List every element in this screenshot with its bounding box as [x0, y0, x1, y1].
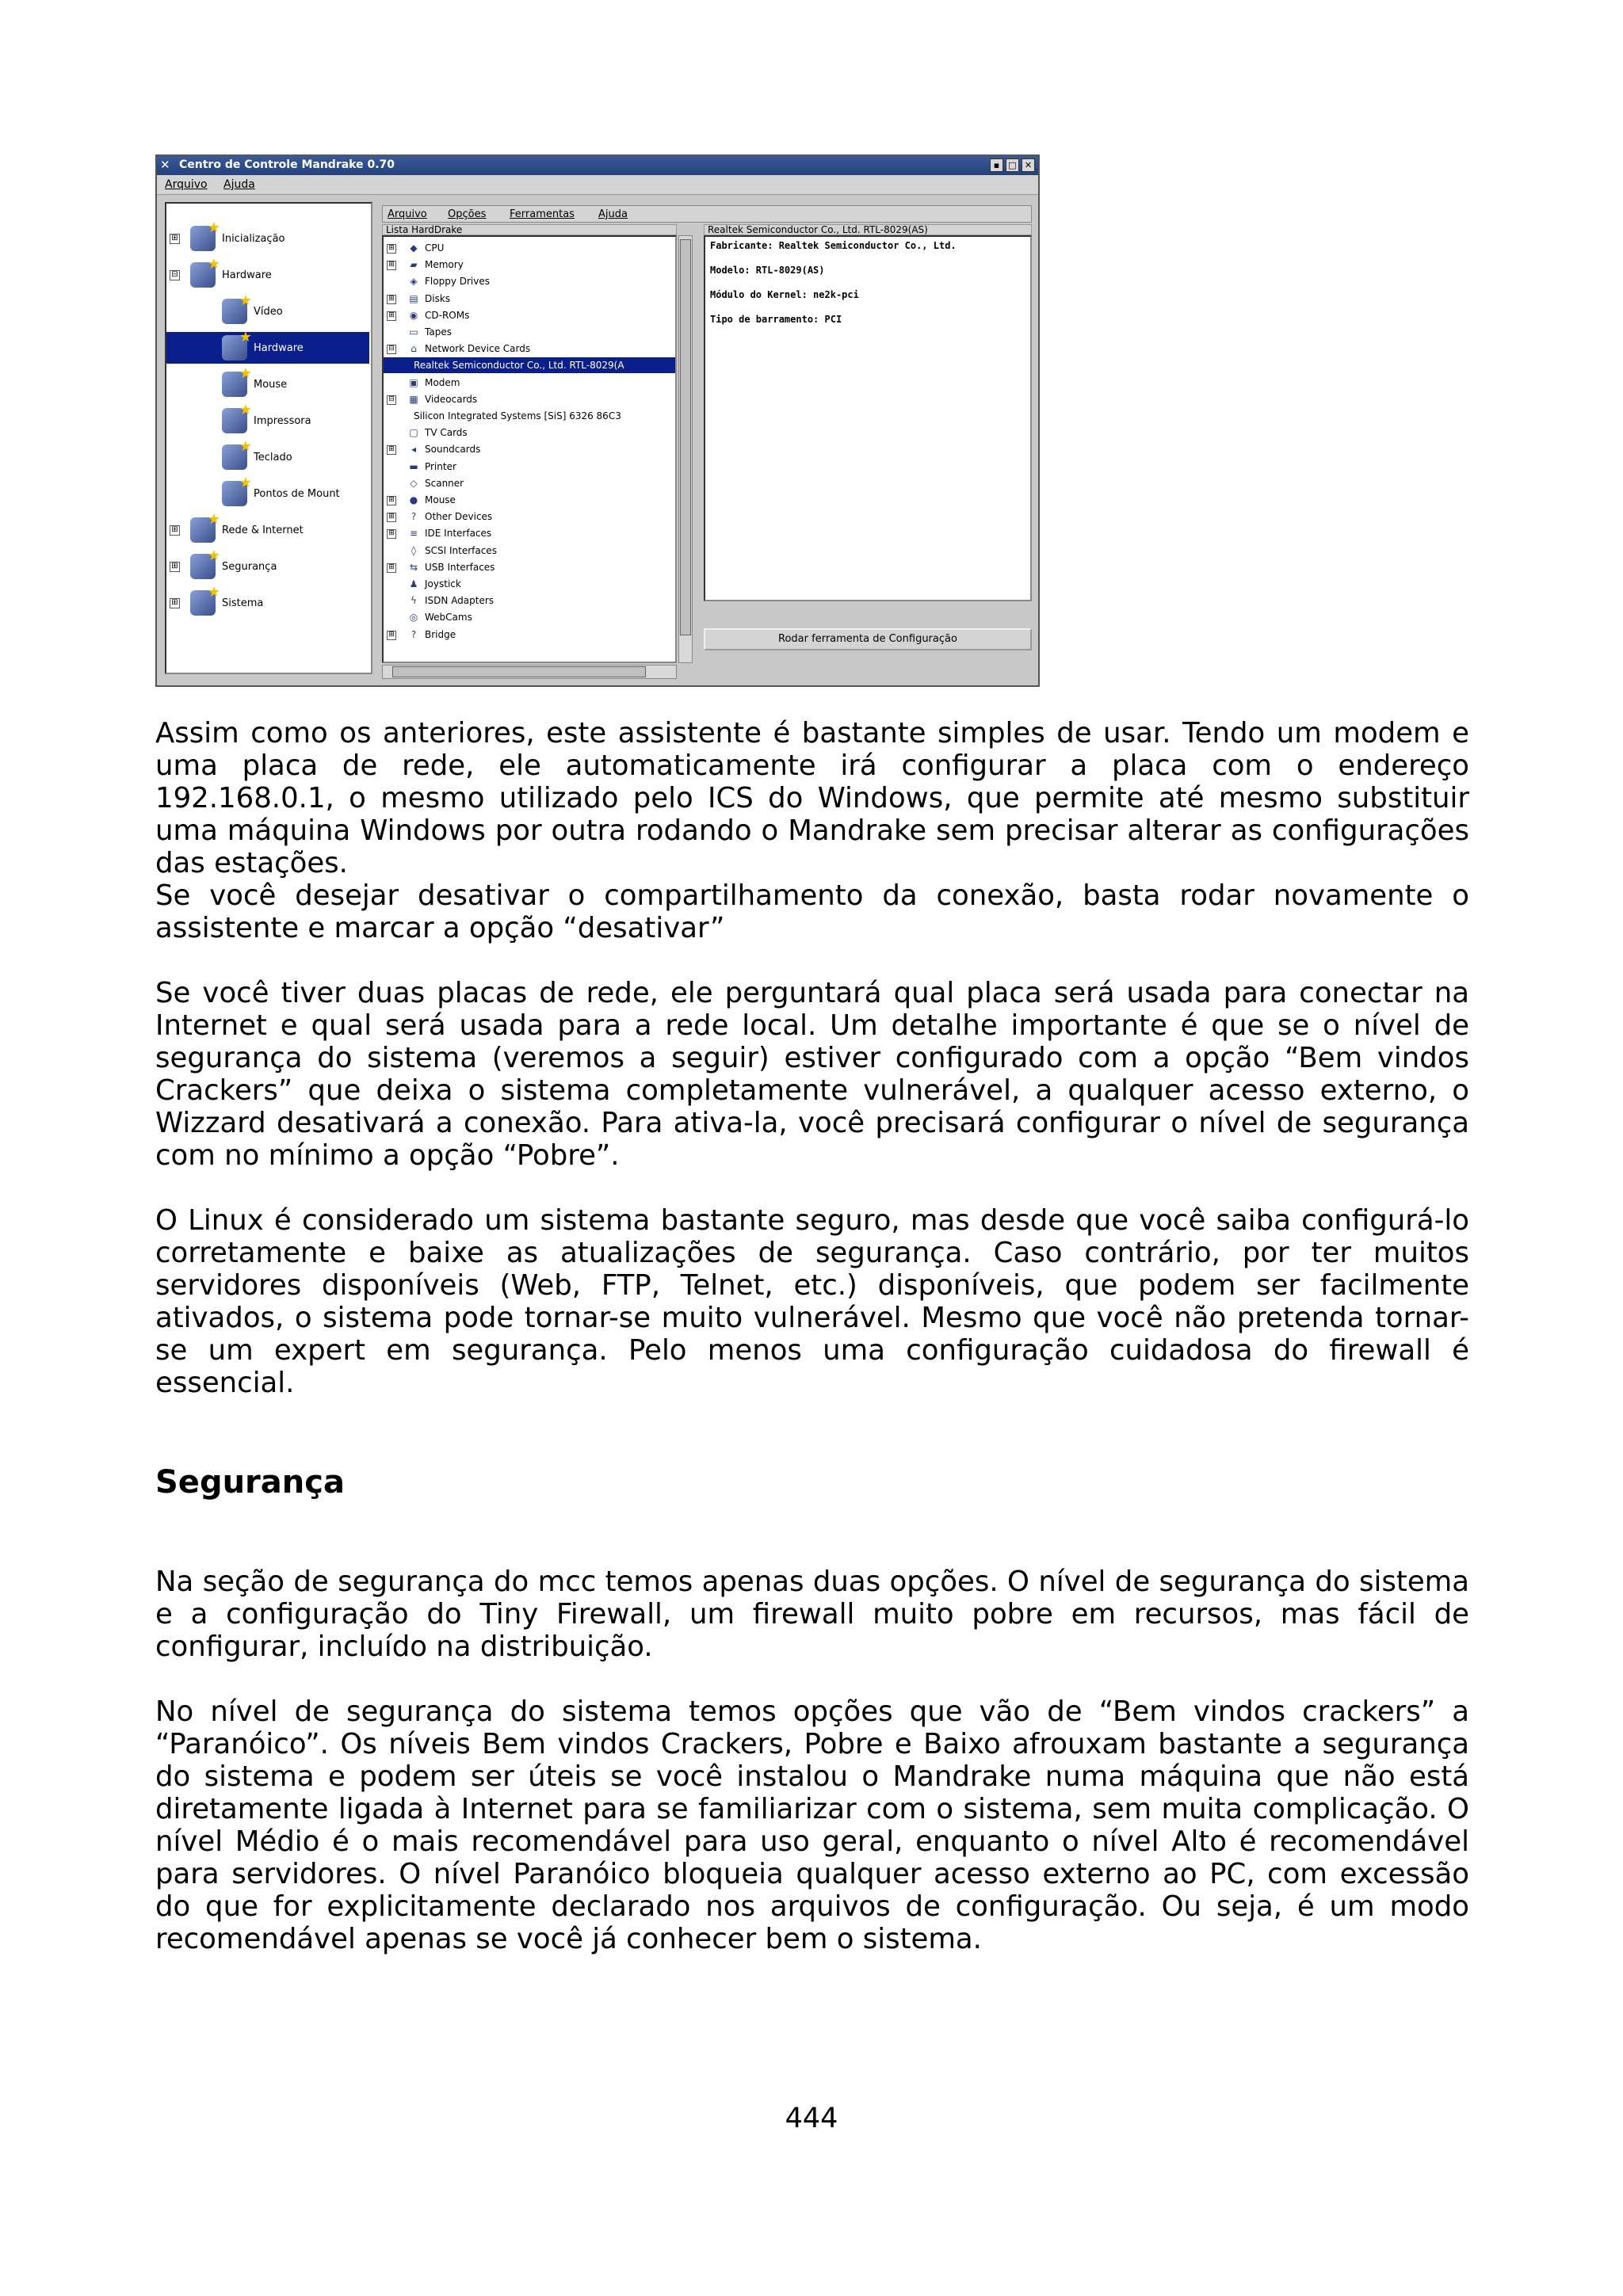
harddrake-icon — [222, 335, 247, 360]
info-kernel-module: Módulo do Kernel: ne2k-pci — [710, 289, 859, 300]
hardware-tree-row[interactable] — [384, 425, 675, 441]
hardware-tree-row[interactable] — [384, 576, 675, 592]
hardware-tree-row[interactable] — [384, 543, 675, 559]
network-icon — [190, 517, 216, 543]
expander-icon[interactable]: ⊟ — [387, 395, 396, 405]
hardware-tree-row[interactable] — [384, 475, 675, 491]
expander-icon[interactable]: ⊞ — [170, 234, 180, 244]
hd-menu-ferramentas[interactable]: Ferramentas — [510, 208, 575, 220]
sidebar-item-label: Sistema — [222, 597, 264, 609]
hardware-tree — [382, 235, 677, 663]
hardware-tree-row[interactable] — [384, 509, 675, 524]
paragraph-1: Assim como os anteriores, este assistente é bastante simples de usar. Tendo um modem e uma placa de rede, ele automaticamente irá configurar a placa com o endereço 192.168.0.1, o mesmo utilizado pelo ICS do Windows, que permite até mesmo substituir uma máquina Windows por outra rodando o Mandrake sem precisar alterar as configurações das estações. — [155, 717, 1469, 879]
paragraph-4: O Linux é considerado um sistema bastante seguro, mas desde que você saiba configurá-lo corretamente e baixe as atualizações de segurança. Caso contrário, por ter muitos servidores disponíveis (Web, FTP, Telnet, etc.) disponíveis, que podem ser facilmente ativados, o sistema pode tornar-se muito vulnerável. Mesmo que você não pretenda tornar-se um expert em segurança. Pelo menos uma configuração cuidadosa do firewall é essencial. — [155, 1204, 1469, 1399]
hardware-tree-row[interactable] — [384, 492, 675, 508]
sidebar-item-label: Hardware — [254, 341, 304, 354]
expander-icon[interactable]: ⊞ — [387, 261, 396, 270]
window-titlebar[interactable] — [157, 156, 1038, 175]
x-window-icon: ✕ — [160, 158, 170, 172]
expander-icon[interactable]: ⊞ — [387, 529, 396, 539]
sidebar-item[interactable] — [166, 332, 369, 364]
sidebar-item[interactable] — [166, 259, 369, 291]
hardware-list-header: Lista HardDrake — [382, 224, 677, 235]
expander-icon[interactable]: ⊞ — [387, 295, 396, 304]
menu-ajuda[interactable]: Ajuda — [223, 178, 255, 191]
hardware-tree-row[interactable] — [384, 273, 675, 289]
mountpoints-icon — [222, 481, 247, 506]
boot-icon — [190, 226, 216, 251]
section-paragraph-1: Na seção de segurança do mcc temos apenas duas opções. O nível de segurança do sistema e a configuração do Tiny Firewall, um firewall muito pobre em recursos, mas fácil de configurar, incluído na distribuição. — [155, 1566, 1469, 1663]
harddrake-menubar — [382, 205, 1032, 223]
expander-icon[interactable]: ⊞ — [170, 562, 180, 572]
hardware-tree-label: SCSI Interfaces — [425, 544, 497, 556]
cdrom-icon: ◉ — [409, 309, 418, 321]
sidebar-item[interactable] — [166, 223, 369, 254]
sidebar-item-label: Segurança — [222, 560, 277, 573]
hardware-tree-label: Bridge — [425, 628, 456, 640]
hardware-tree-row[interactable] — [384, 257, 675, 273]
expander-icon[interactable]: ⊞ — [387, 513, 396, 522]
hardware-tree-row[interactable] — [384, 627, 675, 643]
sidebar-item-label: Mouse — [254, 378, 288, 391]
info-model: Modelo: RTL-8029(AS) — [710, 265, 825, 276]
sidebar-item-label: Hardware — [222, 269, 272, 281]
hardware-tree-label: Scanner — [425, 477, 464, 489]
expander-icon[interactable]: ⊞ — [387, 244, 396, 254]
hardware-tree-row[interactable] — [384, 408, 675, 424]
hardware-tree-label: CD-ROMs — [425, 309, 470, 321]
title-buttons — [990, 158, 1035, 172]
sidebar-item-label: Rede & Internet — [222, 524, 304, 536]
hardware-tree-row[interactable] — [384, 307, 675, 323]
hardware-tree-label: Realtek Semiconductor Co., Ltd. RTL-8029(A — [414, 360, 624, 372]
sidebar-item[interactable] — [166, 296, 369, 327]
isdn-icon: ϟ — [411, 595, 417, 607]
mouse-icon — [222, 372, 247, 397]
hd-menu-ajuda[interactable]: Ajuda — [598, 208, 628, 220]
hardware-tree-row[interactable] — [384, 357, 675, 373]
sidebar-item[interactable] — [166, 514, 369, 546]
hardware-tree-label: IDE Interfaces — [425, 528, 492, 540]
videocard-icon: ▦ — [409, 393, 418, 405]
expander-icon[interactable]: ⊞ — [387, 631, 396, 640]
hardware-tree-row[interactable] — [384, 441, 675, 457]
sidebar-item[interactable] — [166, 551, 369, 582]
scsi-icon: ◊ — [411, 544, 416, 556]
hardware-tree-label: Disks — [425, 292, 451, 304]
hardware-tree-label: Other Devices — [425, 511, 493, 523]
expander-icon[interactable]: ⊞ — [170, 598, 180, 608]
main-menubar — [157, 175, 1038, 195]
hardware-tree-row[interactable] — [384, 525, 675, 541]
minimize-button[interactable]: ▪ — [990, 158, 1003, 172]
video-icon — [222, 299, 247, 324]
hardware-tree-label: Network Device Cards — [425, 343, 531, 355]
paragraph-3: Se você tiver duas placas de rede, ele perguntará qual placa será usada para conectar na Internet e qual será usada para a rede local. Um detalhe importante é que se o nível de segurança do sistema (veremos a seguir) estiver configurado com a opção “Bem vindos Crackers” que deixa o sistema completamente vulnerável, a qualquer acesso externo, o Wizzard desativará a conexão. Para ativa-la, você precisará configurar o nível de segurança com no mínimo a opção “Pobre”. — [155, 977, 1469, 1172]
hardware-tree-row[interactable] — [384, 341, 675, 357]
hd-menu-arquivo[interactable]: Arquivo — [388, 208, 427, 220]
modem-icon: ▣ — [409, 376, 418, 388]
hardware-tree-row[interactable] — [384, 593, 675, 608]
hardware-tree-label: Tapes — [425, 326, 452, 338]
page-number: 444 — [785, 2103, 838, 2134]
mandrake-control-center-window — [155, 154, 1040, 687]
category-sidebar — [165, 202, 372, 674]
sidebar-item-label: Inicialização — [222, 232, 285, 245]
hardware-tree-label: Mouse — [425, 494, 456, 505]
hardware-tree-label: Printer — [425, 460, 456, 472]
hardware-tree-label: TV Cards — [425, 427, 468, 439]
close-button[interactable]: ✕ — [1022, 158, 1035, 172]
expander-icon[interactable]: ⊞ — [387, 563, 396, 573]
joystick-icon: ♟ — [409, 578, 418, 589]
sidebar-item[interactable] — [166, 368, 369, 400]
sidebar-item-label: Impressora — [254, 414, 311, 427]
window-title: Centro de Controle Mandrake 0.70 — [179, 158, 395, 171]
hardware-tree-hscrollbar[interactable] — [382, 665, 677, 679]
floppy-icon: ◈ — [410, 276, 418, 288]
hd-menu-opcoes[interactable]: Opções — [448, 208, 487, 220]
network-card-icon: ⌂ — [411, 343, 417, 355]
sidebar-item[interactable] — [166, 405, 369, 437]
vscroll-thumb[interactable] — [680, 239, 691, 635]
expander-icon[interactable]: ⊟ — [387, 345, 396, 354]
expander-icon[interactable]: ⊞ — [387, 496, 396, 505]
hardware-tree-row[interactable] — [384, 291, 675, 307]
section-paragraph-2: No nível de segurança do sistema temos opções que vão de “Bem vindos crackers” a “Paranóico”. Os níveis Bem vindos Crackers, Pobre e Baixo afrouxam bastante a segurança do sistema e podem ser úteis se você instalou o Mandrake numa máquina que não está diretamente ligada à Internet para se familiarizar com o sistema, sem muita complicação. O nível Médio é o mais recomendável para uso geral, enquanto o nível Alto é recomendável para servidores. O nível Paranóico bloqueia qualquer acesso externo ao PC, com excessão do que for explicitamente declarado nos arquivos de configuração. Ou seja, é um modo recomendável apenas se você já conhecer bem o sistema. — [155, 1695, 1469, 1955]
webcam-icon: ◎ — [409, 612, 418, 624]
memory-icon: ▰ — [410, 259, 418, 271]
info-manufacturer: Fabricante: Realtek Semiconductor Co., Ltd. — [710, 240, 957, 251]
hardware-tree-row[interactable] — [384, 375, 675, 391]
hardware-tree-row[interactable] — [384, 240, 675, 256]
hardware-tree-label: USB Interfaces — [425, 561, 495, 573]
device-info-panel — [704, 235, 1032, 601]
run-config-tool-button[interactable]: Rodar ferramenta de Configuração — [704, 628, 1032, 650]
disk-icon: ▤ — [409, 292, 418, 304]
hardware-tree-label: Soundcards — [425, 444, 481, 456]
hardware-tree-row[interactable] — [384, 609, 675, 625]
maximize-button[interactable]: □ — [1006, 158, 1019, 172]
printer-icon: ▬ — [409, 460, 418, 472]
hardware-tree-label: CPU — [425, 242, 445, 254]
question-icon: ? — [411, 628, 417, 640]
question-icon: ? — [411, 511, 417, 523]
hardware-icon — [190, 262, 216, 288]
section-heading: Segurança — [155, 1464, 345, 1501]
hardware-tree-row[interactable] — [384, 324, 675, 340]
tape-icon: ▭ — [409, 326, 418, 338]
hardware-tree-label: Floppy Drives — [425, 276, 490, 288]
hardware-tree-label: Joystick — [425, 578, 461, 589]
paragraph-2: Se você desejar desativar o compartilhamento da conexão, basta rodar novamente o assistente e marcar a opção “desativar” — [155, 879, 1469, 944]
hardware-tree-vscrollbar[interactable] — [678, 235, 693, 663]
menu-arquivo[interactable]: Arquivo — [165, 178, 208, 191]
hscroll-thumb[interactable] — [392, 666, 646, 677]
mouse-icon: ● — [409, 494, 418, 505]
hardware-tree-label: WebCams — [425, 612, 472, 624]
hardware-tree-row[interactable] — [384, 559, 675, 575]
printer-icon — [222, 408, 247, 433]
hardware-tree-label: Modem — [425, 376, 460, 388]
security-icon — [190, 554, 216, 579]
usb-icon: ⇆ — [409, 561, 418, 573]
expander-icon[interactable]: ⊟ — [170, 270, 180, 280]
sidebar-item-label: Vídeo — [254, 305, 283, 318]
expander-icon[interactable]: ⊞ — [387, 445, 396, 455]
hardware-tree-row[interactable] — [384, 391, 675, 407]
cpu-icon: ◆ — [410, 242, 418, 254]
sidebar-item-label: Teclado — [254, 451, 292, 463]
info-bus-type: Tipo de barramento: PCI — [710, 314, 842, 325]
hardware-tree-row[interactable] — [384, 459, 675, 475]
hardware-tree-label: Silicon Integrated Systems [SiS] 6326 86C3 — [414, 410, 621, 421]
sidebar-item[interactable] — [166, 587, 369, 619]
tvcard-icon: ▢ — [409, 427, 418, 439]
hardware-tree-label: Memory — [425, 259, 464, 271]
sidebar-item-label: Pontos de Mount — [254, 487, 340, 500]
hardware-tree-label: ISDN Adapters — [425, 595, 495, 607]
system-icon — [190, 590, 216, 616]
scanner-icon: ◇ — [410, 477, 418, 489]
hardware-tree-label: Videocards — [425, 393, 478, 405]
ide-icon: ≡ — [409, 528, 418, 540]
expander-icon[interactable]: ⊞ — [387, 311, 396, 321]
sidebar-item[interactable] — [166, 441, 369, 473]
device-info-header: Realtek Semiconductor Co., Ltd. RTL-8029(AS) — [704, 224, 1032, 235]
expander-icon[interactable]: ⊞ — [170, 525, 180, 536]
soundcard-icon: ◂ — [411, 444, 417, 456]
keyboard-icon — [222, 444, 247, 470]
sidebar-item[interactable] — [166, 478, 369, 509]
